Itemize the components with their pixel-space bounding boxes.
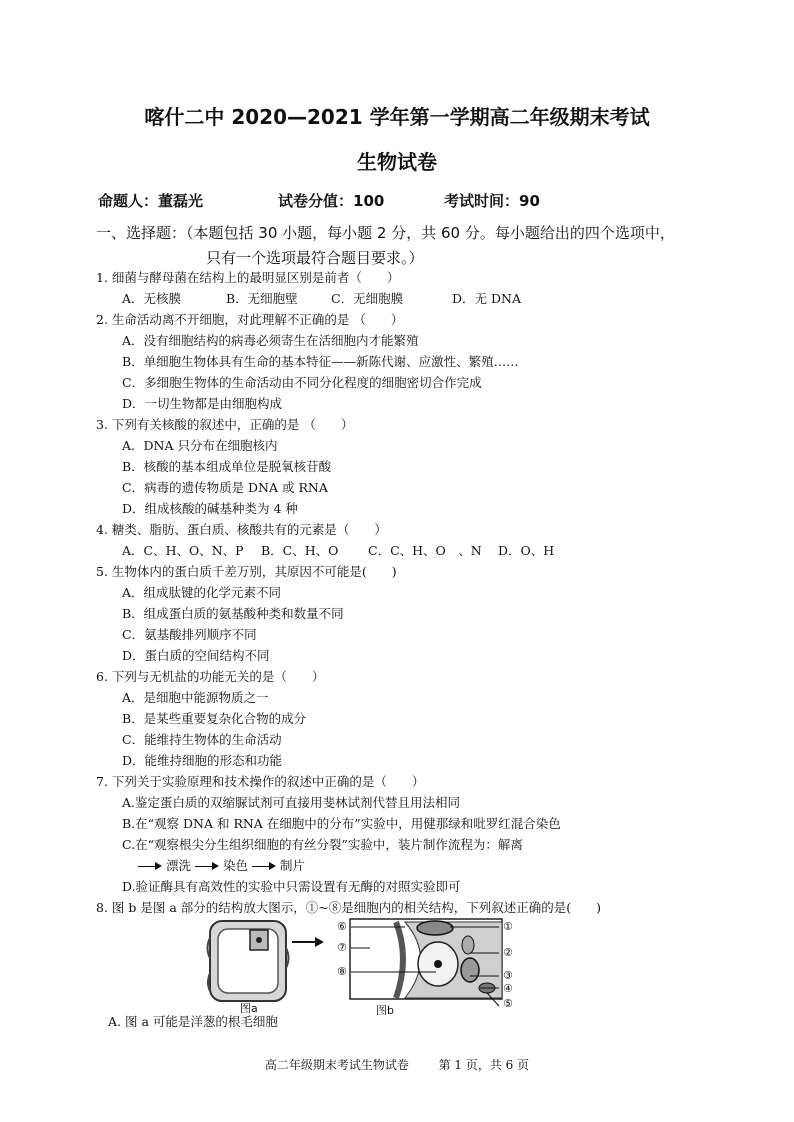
zoom-arrow [292, 937, 324, 947]
structure-label: ② [503, 946, 513, 959]
option: D．能维持细胞的形态和功能 [122, 753, 283, 768]
arrow-icon [195, 866, 217, 867]
option: C．无细胞膜 [331, 291, 404, 306]
arrow-icon [252, 866, 274, 867]
option: A．C、H、O、N、P [122, 543, 244, 558]
option: C．病毒的遗传物质是 DNA 或 RNA [122, 480, 328, 495]
option: C．能维持生物体的生命活动 [122, 732, 282, 747]
exam-subtitle: 生物试卷 [357, 150, 437, 174]
question-stem: 4. 糖类、脂肪、蛋白质、核酸共有的元素是（ ） [96, 522, 387, 537]
option: D．无 DNA [452, 291, 521, 306]
question-stem: 1. 细菌与酵母菌在结构上的最明显区别是前者（ ） [96, 270, 400, 285]
procedure-flow [138, 856, 305, 874]
question-stem: 6. 下列与无机盐的功能无关的是（ ） [96, 669, 325, 684]
figure-a-cell [208, 921, 289, 1001]
structure-label: ⑥ [337, 920, 347, 933]
option: A.鉴定蛋白质的双缩脲试剂可直接用斐林试剂代替且用法相同 [122, 795, 461, 810]
option: D．O、H [498, 543, 555, 558]
question-stem: 3. 下列有关核酸的叙述中，正确的是 （ ） [96, 417, 354, 432]
footer-exam-name: 高二年级期末考试生物试卷 [264, 1058, 409, 1072]
structure-label: ⑤ [503, 997, 513, 1010]
option: A. 图 a 可能是洋葱的根毛细胞 [108, 1014, 278, 1029]
option: A．没有细胞结构的病毒必须寄生在活细胞内才能繁殖 [122, 333, 419, 348]
figure-b-detail [350, 919, 502, 1006]
structure-label: ⑦ [337, 941, 347, 954]
page-footer [0, 1056, 794, 1073]
figure-a-caption: 图a [240, 1002, 258, 1015]
option: A．组成肽键的化学元素不同 [122, 585, 282, 600]
option: B．组成蛋白质的氨基酸种类和数量不同 [122, 606, 344, 621]
structure-label: ① [503, 920, 513, 933]
flow-step: 染色 [223, 858, 249, 873]
cell-figure [200, 918, 530, 1018]
option: B．C、H、O [261, 543, 339, 558]
page-number: 第 1 页，共 6 页 [438, 1058, 530, 1072]
structure-label: ⑧ [337, 965, 347, 978]
option: B．单细胞生物体具有生命的基本特征——新陈代谢、应激性、繁殖…… [122, 354, 519, 369]
score-label: 试卷分值：100 [278, 192, 385, 210]
option: B．无细胞壁 [226, 291, 298, 306]
section-heading: 一、选择题：（本题包括 30 小题，每小题 2 分，共 60 分。每小题给出的四个选项中， [96, 224, 675, 242]
structure-label: ④ [503, 982, 513, 995]
option: A．DNA 只分布在细胞核内 [122, 438, 278, 453]
option: C．多细胞生物体的生命活动由不同分化程度的细胞密切合作完成 [122, 375, 482, 390]
option: B．核酸的基本组成单位是脱氧核苷酸 [122, 459, 332, 474]
option: C.在“观察根尖分生组织细胞的有丝分裂”实验中，装片制作流程为：解离 [122, 837, 523, 852]
arrow-icon [138, 866, 160, 867]
question-stem: 2. 生命活动离不开细胞，对此理解不正确的是 （ ） [96, 312, 404, 327]
option: A．无核膜 [122, 291, 182, 306]
option: C．氨基酸排列顺序不同 [122, 627, 257, 642]
flow-step: 漂洗 [166, 858, 192, 873]
exam-title: 喀什二中 2020—2021 学年第一学期高二年级期末考试 [144, 105, 650, 129]
question-stem: 5. 生物体内的蛋白质千差万别，其原因不可能是( ) [96, 564, 397, 579]
section-heading-cont: 只有一个选项最符合题目要求。） [206, 249, 424, 267]
question-stem: 8. 图 b 是图 a 部分的结构放大图示，①~⑧是细胞内的相关结构，下列叙述正确的是( ) [96, 900, 601, 915]
option: B．是某些重要复杂化合物的成分 [122, 711, 307, 726]
option: A．是细胞中能源物质之一 [122, 690, 269, 705]
option: D．一切生物都是由细胞构成 [122, 396, 283, 411]
structure-label: ③ [503, 969, 513, 982]
figure-b-caption: 图b [376, 1004, 394, 1017]
option: D．组成核酸的碱基种类为 4 种 [122, 501, 298, 516]
option: D.验证酶具有高效性的实验中只需设置有无酶的对照实验即可 [122, 879, 461, 894]
flow-step: 制片 [280, 858, 306, 873]
option: D．蛋白质的空间结构不同 [122, 648, 270, 663]
option: B.在“观察 DNA 和 RNA 在细胞中的分布”实验中，用健那绿和吡罗红混合染色 [122, 816, 561, 831]
author-label: 命题人：董磊光 [98, 192, 204, 210]
time-label: 考试时间：90 [444, 192, 540, 210]
option: C．C、H、O 、N [368, 543, 482, 558]
question-stem: 7. 下列关于实验原理和技术操作的叙述中正确的是（ ） [96, 774, 425, 789]
